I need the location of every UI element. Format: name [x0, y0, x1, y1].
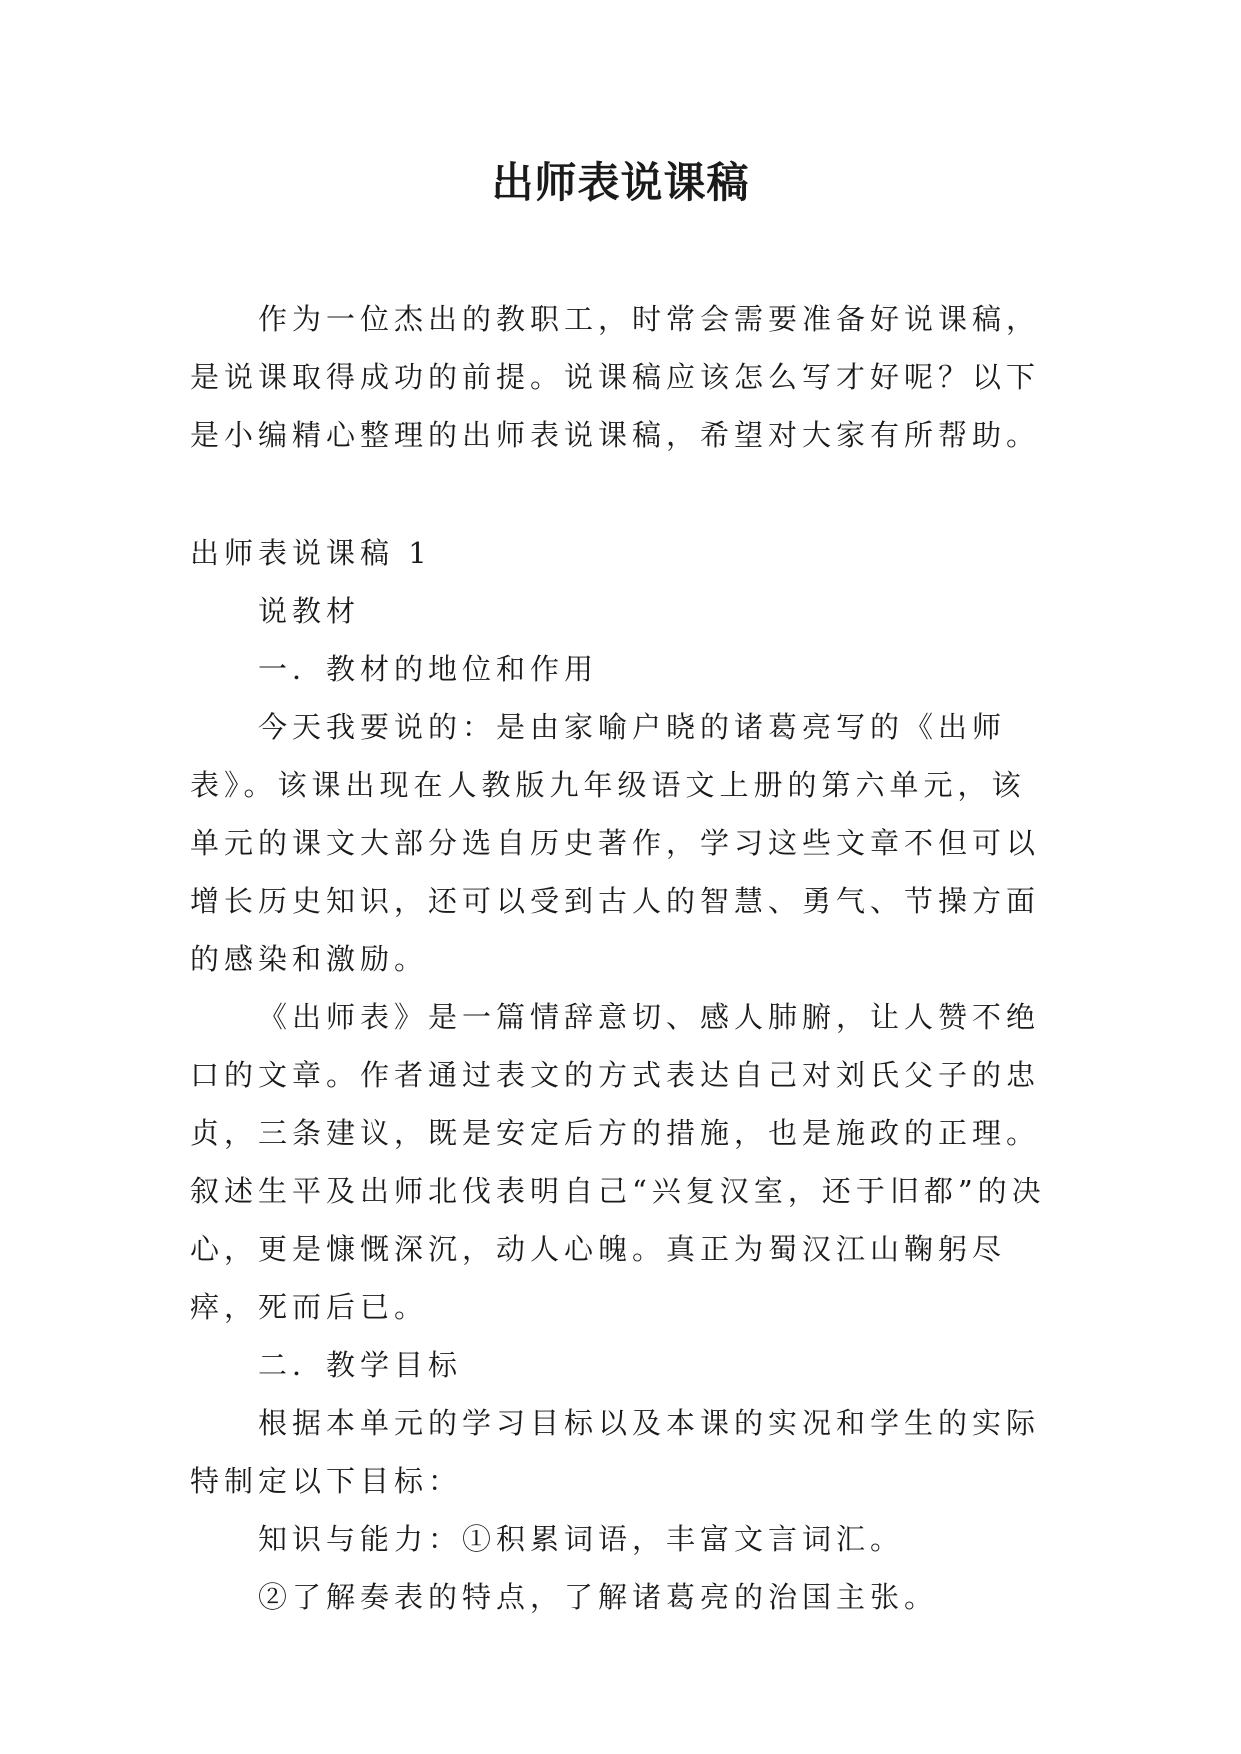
body-paragraph: 今天我要说的：是由家喻户晓的诸葛亮写的《出师表》。该课出现在人教版九年级语文上册的第六单元，该单元的课文大部分选自历史著作，学习这些文章不但可以增长历史知识，还可以受到古人的智慧、勇气、节操方面的感染和激励。 — [190, 710, 1041, 976]
body-paragraph: 根据本单元的学习目标以及本课的实况和学生的实际特制定以下目标： — [190, 1406, 1041, 1498]
subsection-heading: 说教材 — [258, 594, 361, 628]
document-body — [190, 524, 1050, 1626]
section-heading: 出师表说课稿 1 — [190, 536, 432, 570]
subsection-heading: 一．教材的地位和作用 — [258, 652, 599, 686]
intro-text: 作为一位杰出的教职工，时常会需要准备好说课稿，是说课取得成功的前提。说课稿应该怎么写才好呢？以下是小编精心整理的出师表说课稿，希望对大家有所帮助。 — [190, 302, 1041, 452]
intro-paragraph — [190, 290, 1050, 464]
body-paragraph: 《出师表》是一篇情辞意切、感人肺腑，让人赞不绝口的文章。作者通过表文的方式表达自己对刘氏父子的忠贞，三条建议，既是安定后方的措施，也是施政的正理。叙述生平及出师北伐表明自己“兴复汉室，还于旧都”的决心，更是慷慨深沉，动人心魄。真正为蜀汉江山鞠躬尽瘁，死而后已。 — [190, 1000, 1046, 1324]
body-paragraph: ②了解奏表的特点，了解诸葛亮的治国主张。 — [258, 1580, 939, 1614]
document-title: 出师表说课稿 — [491, 158, 750, 207]
body-paragraph: 知识与能力：①积累词语，丰富文言词汇。 — [258, 1522, 905, 1556]
subsection-heading: 二．教学目标 — [258, 1348, 463, 1382]
